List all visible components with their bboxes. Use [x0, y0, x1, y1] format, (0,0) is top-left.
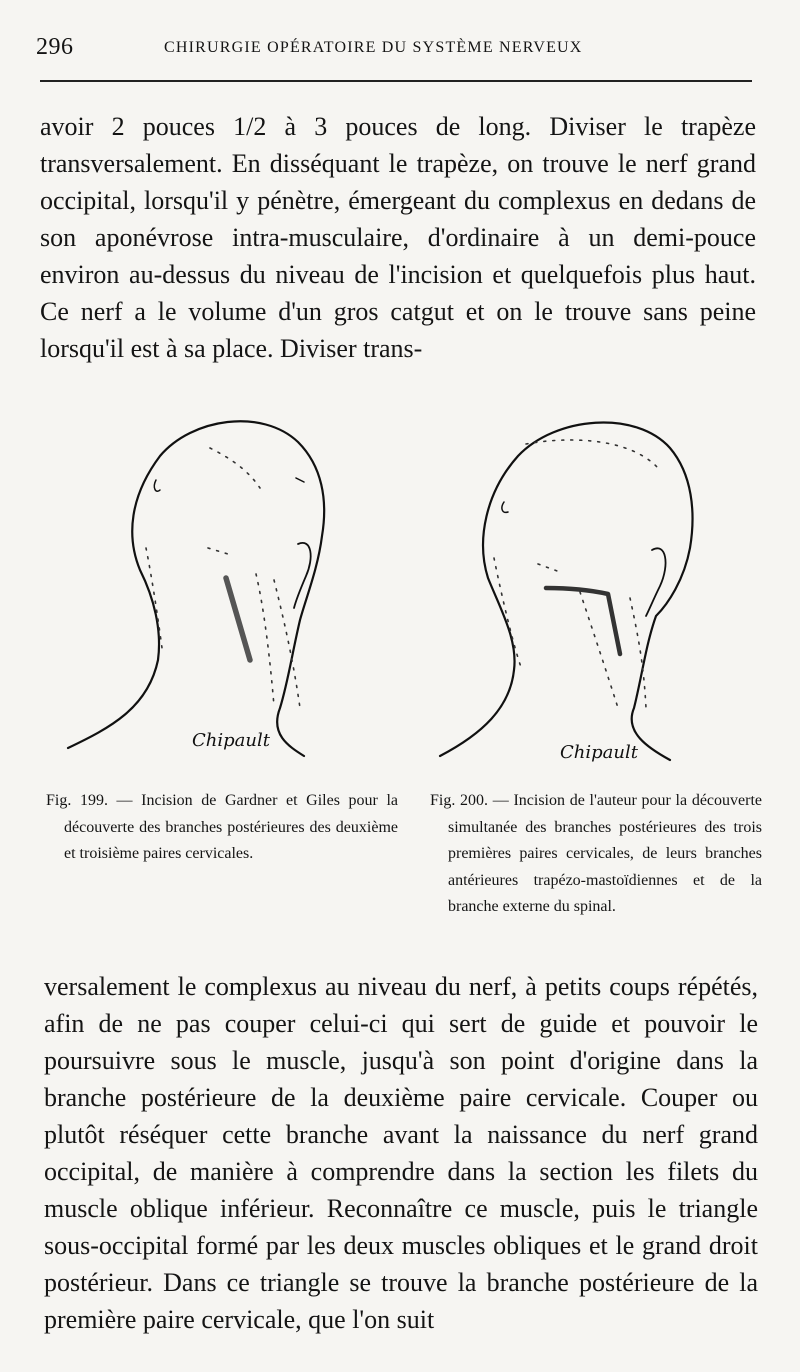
head-illustration-fig199 — [60, 408, 400, 778]
figure-199 — [60, 408, 400, 778]
caption-fig200 — [430, 788, 762, 921]
caption-text: Fig. 200. — Incision de l'auteur pour la découverte simultanée des branches postérieures des trois premières paires cervicales, de leurs branches antérieures trapézo-mastoïdiennes et de la branche externe du spinal. — [430, 792, 762, 915]
body-text-bottom — [44, 968, 758, 1338]
incision-line — [546, 588, 620, 654]
running-title: CHIRURGIE OPÉRATOIRE DU SYSTÈME NERVEUX — [164, 39, 583, 56]
caption-fig199 — [46, 788, 398, 868]
incision-line — [226, 578, 250, 660]
body-text-top — [40, 108, 756, 367]
head-illustration-fig200 — [430, 408, 770, 778]
page-number: 296 — [36, 34, 74, 60]
caption-text: Fig. 199. — Incision de Gardner et Giles pour la découverte des branches postérieures des deuxième et troisième paires cervicales. — [46, 792, 398, 862]
figure-200 — [430, 408, 770, 778]
signature: Chipault — [560, 742, 638, 763]
header-rule — [40, 80, 752, 82]
paragraph-bottom: versalement le complexus au niveau du nerf, à petits coups répétés, afin de ne pas couper celui-ci qui sert de guide et pouvoir le poursuivre sous le muscle, jusqu'à son point d'origine dans la branche postérieure de la deuxième paire cervicale. Couper ou plutôt réséquer cette branche avant la naissance du nerf grand occipital, de manière à comprendre dans la section les filets du muscle oblique inférieur. Reconnaître ce muscle, puis le triangle sous-occipital formé par les deux muscles obliques et le grand droit postérieur. Dans ce triangle se trouve la branche postérieure de la première paire cervicale, que l'on suit — [44, 972, 758, 1334]
signature: Chipault — [192, 730, 270, 751]
page-header — [36, 34, 760, 64]
paragraph-top: avoir 2 pouces 1/2 à 3 pouces de long. Diviser le trapèze transversalement. En disséquant le trapèze, on trouve le nerf grand occipital, lorsqu'il y pénètre, émergeant du complexus en dedans de son aponévrose intra-musculaire, d'ordinaire à un demi-pouce environ au-dessus du niveau de l'incision et quelquefois plus haut. Ce nerf a le volume d'un gros catgut et on le trouve sans peine lorsqu'il est à sa place. Diviser trans- — [40, 112, 756, 363]
